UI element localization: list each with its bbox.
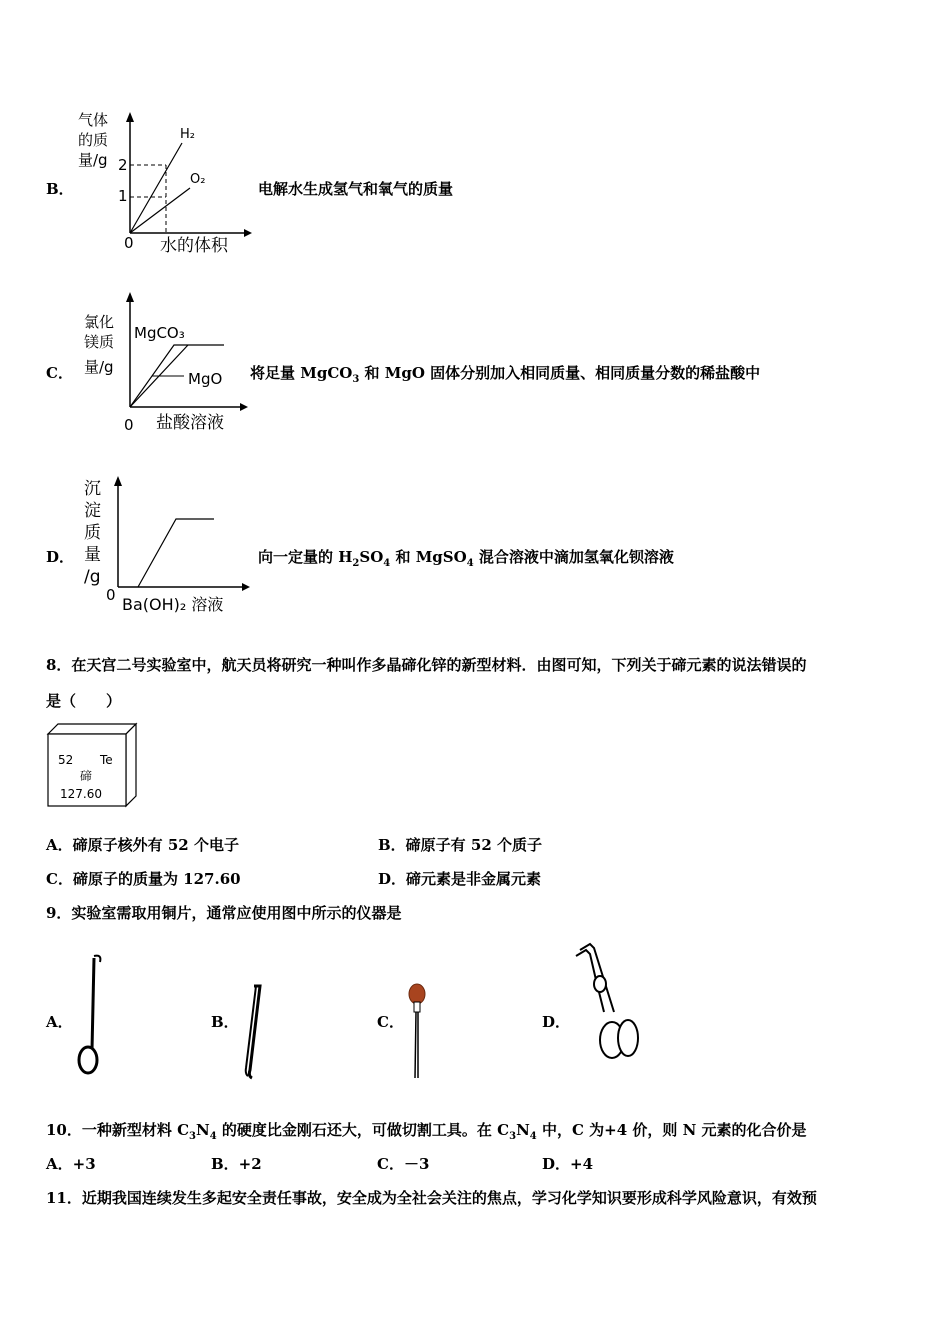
graph-c-ylabel-1: 氯化 [84, 313, 115, 331]
option-b-description: 电解水生成氢气和氧气的质量 [258, 180, 454, 198]
option-d-letter: D． [46, 548, 75, 566]
graph-b-ylabel-1: 气体 [78, 111, 109, 129]
option-c-letter: C． [46, 364, 73, 382]
question-8-line-2: 是（ ） [46, 692, 122, 710]
element-number: 52 [58, 753, 74, 767]
crucible-tongs-icon [570, 940, 650, 1068]
element-mass: 127.60 [60, 787, 102, 801]
option-c-description: 将足量 MgCO$_3$ 和 MgO 固体分别加入相同质量、相同质量分数的稀盐酸中 [250, 364, 761, 385]
graph-c-ylabel-3: 量/g [84, 358, 114, 376]
graph-b-o2-line [130, 188, 190, 233]
graph-b-h2-label: H₂ [180, 127, 195, 142]
dropper-icon [402, 980, 432, 1084]
graph-d-origin: 0 [106, 586, 116, 604]
graph-b-ytick-2: 2 [118, 156, 128, 174]
graph-d-ylabel-5: /g [84, 567, 101, 587]
graph-c-mgco3-label: MgCO₃ [134, 324, 185, 342]
graph-c [78, 290, 248, 440]
q10-option-b[interactable]: B．+2 [211, 1155, 262, 1173]
q8-option-a[interactable]: A．碲原子核外有 52 个电子 [46, 836, 239, 854]
q10-option-d[interactable]: D．+4 [542, 1155, 594, 1173]
q10-option-a[interactable]: A．+3 [46, 1155, 96, 1173]
q8-option-d[interactable]: D．碲元素是非金属元素 [378, 870, 542, 888]
graph-b [72, 108, 252, 258]
question-8-line-1: 8．在天宫二号实验室中，航天员将研究一种叫作多晶碲化锌的新型材料．由图可知，下列关于碲元素的说法错误的 [46, 656, 807, 674]
graph-b-ylabel-3: 量/g [78, 151, 108, 169]
graph-c-mgo-label: MgO [188, 370, 223, 388]
graph-d-precipitate-line [138, 519, 214, 587]
graph-d-ylabel-4: 量 [84, 545, 101, 565]
element-name: 碲 [80, 769, 93, 783]
graph-d [80, 476, 255, 621]
q9-option-b[interactable]: B． [211, 1013, 239, 1031]
option-b-letter: B． [46, 180, 74, 198]
graph-c-ylabel-2: 镁质 [84, 333, 115, 351]
graph-b-ylabel-2: 的质 [78, 131, 109, 149]
graph-d-ylabel-1: 沉 [84, 479, 101, 499]
graph-b-origin: 0 [124, 234, 134, 252]
graph-c-xlabel: 盐酸溶液 [156, 413, 224, 433]
q9-option-d[interactable]: D． [542, 1013, 571, 1031]
burning-spoon-icon [72, 952, 112, 1080]
graph-b-h2-line [130, 143, 182, 233]
question-11-text: 11．近期我国连续发生多起安全责任事故，安全成为全社会关注的焦点，学习化学知识要形成科学风险意识，有效预 [46, 1189, 817, 1207]
q9-option-c[interactable]: C． [377, 1013, 404, 1031]
graph-d-ylabel-3: 质 [84, 523, 101, 543]
element-symbol: Te [100, 753, 113, 767]
q9-option-a[interactable]: A． [46, 1013, 73, 1031]
graph-d-ylabel-2: 淀 [84, 501, 101, 521]
tweezers-icon [236, 984, 268, 1080]
graph-b-ytick-1: 1 [118, 187, 128, 205]
graph-b-xlabel: 水的体积 [160, 236, 228, 256]
element-tile-tellurium [46, 722, 138, 808]
graph-c-origin: 0 [124, 416, 134, 434]
graph-d-xlabel: Ba(OH)₂ 溶液 [122, 595, 224, 614]
question-10-text: 10．一种新型材料 $C_3N_4$ 的硬度比金刚石还大，可做切割工具。在 $C_3N_4$ 中，C 为+4 价，则 N 元素的化合价是 [46, 1121, 807, 1142]
question-9-text: 9．实验室需取用铜片，通常应使用图中所示的仪器是 [46, 904, 402, 922]
q8-option-c[interactable]: C．碲原子的质量为 127.60 [46, 870, 241, 888]
q8-option-b[interactable]: B．碲原子有 52 个质子 [378, 836, 542, 854]
q10-option-c[interactable]: C．－3 [377, 1155, 430, 1173]
graph-b-o2-label: O₂ [190, 172, 206, 187]
option-d-description: 向一定量的 $H_2SO_4$ 和 MgSO$_4$ 混合溶液中滴加氢氧化钡溶液 [258, 548, 674, 569]
